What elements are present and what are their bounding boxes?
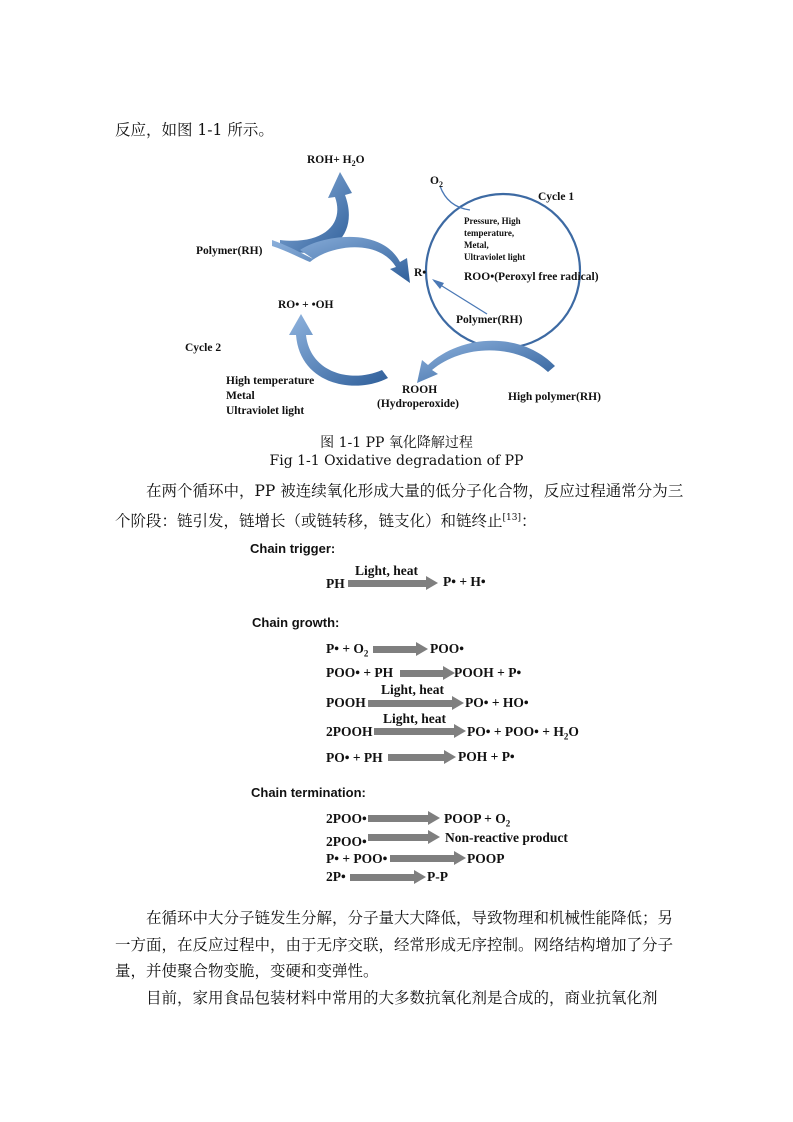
growth-1-left: P• + $O_2$ (326, 641, 369, 659)
term-4-arrow (350, 870, 426, 885)
caption-en: Fig 1-1 Oxidative degradation of PP (269, 453, 524, 469)
term-3-right: POOP (467, 851, 505, 866)
chain-termination-header: Chain termination: (251, 785, 366, 800)
term-3-left: P• + POO• (326, 851, 388, 866)
trigger-right: P• + H• (443, 574, 486, 589)
chain-growth-header: Chain growth: (252, 615, 340, 630)
hydroperoxide-label: (Hydroperoxide) (377, 398, 459, 410)
growth-1-right: POO• (430, 641, 464, 656)
term-2-right: Non-reactive product (445, 830, 568, 845)
trigger-above: Light, heat (355, 563, 419, 578)
growth-4-left: 2POOH (326, 724, 373, 739)
trigger-left: PH (326, 576, 345, 591)
growth-4-right: PO• + POO• + $H_2O$ (467, 724, 579, 742)
paragraph-1: 在两个循环中，PP 被连续氧化形成大量的低分子化合物，反应过程通常分为三个阶段：链引发，链增长（或链转移，链支化）和链终止[13]： (115, 482, 684, 530)
o2-arrow (440, 186, 470, 210)
cycle1-label: Cycle 1 (538, 191, 575, 203)
condition-4: Ultraviolet light (464, 252, 526, 262)
chain-trigger-header: Chain trigger: (250, 541, 336, 556)
growth-3-right: PO• + HO• (465, 695, 529, 710)
condition-1: Pressure, High (464, 216, 521, 226)
roo-label: ROO•(Peroxyl free radical) (464, 271, 599, 283)
growth-2-left: POO• + PH (326, 665, 394, 680)
term-1-right: POOP + $O_2$ (444, 811, 511, 829)
condition-3: Metal, (464, 240, 489, 250)
growth-4-arrow (374, 724, 466, 739)
growth-3-left: POOH (326, 695, 366, 710)
ro-oh-label: RO• + •OH (278, 299, 334, 311)
oxidation-cycle-diagram (0, 0, 793, 430)
o2-label: $O_2$ (430, 175, 443, 189)
intro-line: 反应，如图 1-1 所示。 (115, 121, 274, 139)
growth-3-above: Light, heat (381, 682, 445, 697)
growth-2-right: POOH + P• (454, 665, 522, 680)
roh-h2o-label: $ROH+ H_2O$ (307, 154, 365, 168)
term-1-left: 2POO• (326, 811, 367, 826)
term-4-left: 2P• (326, 869, 346, 884)
cycle2-condition-3: Ultraviolet light (226, 405, 305, 417)
growth-2-arrow (400, 666, 455, 681)
caption-cn: 图 1-1 PP 氧化降解过程 (320, 435, 473, 451)
condition-2: temperature, (464, 228, 515, 238)
arrow-to-rooh (417, 341, 555, 383)
high-polymer-label: High polymer(RH) (508, 391, 601, 403)
growth-1-arrow (373, 642, 428, 657)
paragraph-3: 目前，家用食品包装材料中常用的大多数抗氧化剂是合成的，商业抗氧化剂 (146, 989, 658, 1007)
growth-3-arrow (368, 696, 464, 711)
polymer-rh-left-label: Polymer(RH) (196, 245, 263, 257)
rooh-label: ROOH (402, 384, 438, 396)
cycle2-label: Cycle 2 (185, 342, 222, 354)
growth-5-right: POH + P• (458, 749, 515, 764)
term-1-arrow (368, 811, 440, 826)
paragraph-2: 在循环中大分子链发生分解，分子量大大降低，导致物理和机械性能降低；另一方面，在反应过程中，由于无序交联，经常形成无序控制。网络结构增加了分子量，并使聚合物变脆，变硬和变弹性。 (115, 909, 674, 980)
r-radical-label: R• (414, 267, 427, 279)
term-4-right: P-P (427, 869, 448, 884)
cycle2-condition-1: High temperature (226, 375, 315, 387)
growth-5-left: PO• + PH (326, 750, 383, 765)
term-2-left: 2POO• (326, 834, 367, 849)
term-3-arrow (390, 851, 466, 866)
growth-4-above: Light, heat (383, 711, 447, 726)
cycle2-condition-2: Metal (226, 390, 255, 402)
polymer-rh-inner-label: Polymer(RH) (456, 314, 523, 326)
trigger-arrow (348, 576, 438, 591)
term-2-arrow (368, 830, 440, 845)
growth-5-arrow (388, 750, 456, 765)
